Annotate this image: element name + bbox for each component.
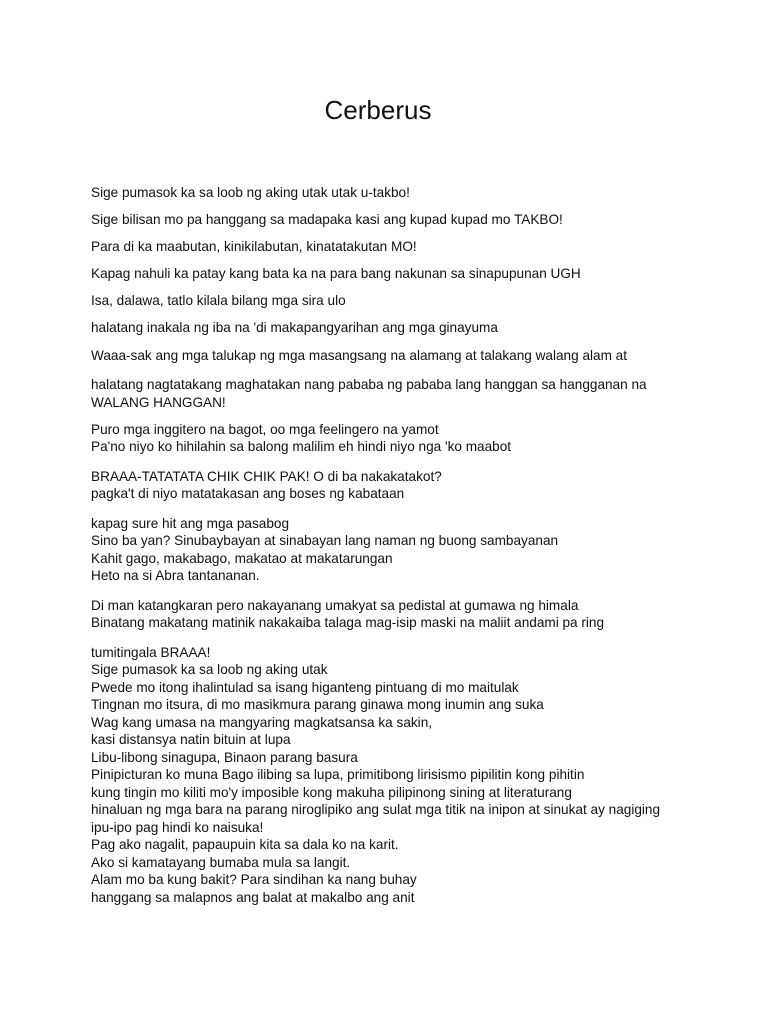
paragraph	[91, 468, 711, 503]
paragraph	[91, 597, 711, 632]
text-line: Para di ka maabutan, kinikilabutan, kinatatakutan MO!	[91, 239, 417, 255]
text-line: kung tingin mo kiliti mo'y imposible kong makuha pilipinong sining at literaturang	[91, 784, 572, 800]
text-line: halatang nagtatakang maghatakan nang pababa ng pababa lang hanggan sa hangganan na	[91, 377, 647, 393]
text-line: Libu-libong sinagupa, Binaon parang basura	[91, 749, 358, 765]
text-line: Wag kang umasa na mangyaring magkatsansa ka sakin,	[91, 714, 433, 730]
text-line: Puro mga inggitero na bagot, oo mga feelingero na yamot	[91, 421, 439, 437]
text-line: Sige pumasok ka sa loob ng aking utak utak u-takbo!	[91, 185, 410, 200]
paragraph	[91, 319, 711, 337]
text-line: Kapag nahuli ka patay kang bata ka na para bang nakunan sa sinapupunan UGH	[91, 266, 581, 282]
paragraph	[91, 211, 711, 229]
text-line: hinaluan ng mga bara na parang niroglipiko ang sulat mga titik na inipon at sinukat ay nagiging	[91, 802, 661, 818]
text-line: Pinipicturan ko muna Bago ilibing sa lupa, primitibong lirisismo pipilitin kong pihitin	[91, 767, 585, 783]
paragraph	[91, 515, 711, 585]
text-line: Kahit gago, makabago, makatao at makatarungan	[91, 550, 393, 566]
page-title: Cerberus	[324, 95, 432, 125]
text-line: Di man katangkaran pero nakayanang umakyat sa pedistal at gumawa ng himala	[91, 597, 579, 613]
text-line: Sige pumasok ka sa loob ng aking utak	[91, 662, 328, 678]
lyrics-body	[91, 184, 711, 916]
text-line: hanggang sa malapnos ang balat at makalbo ang anit	[91, 889, 415, 905]
text-line: kasi distansya natin bituin at lupa	[91, 732, 291, 748]
text-line: Heto na si Abra tantananan.	[91, 568, 260, 584]
text-line: Alam mo ba kung bakit? Para sindihan ka nang buhay	[91, 872, 417, 888]
paragraph	[91, 292, 711, 310]
paragraph	[91, 644, 711, 907]
text-line: Isa, dalawa, tatlo kilala bilang mga sira ulo	[91, 293, 346, 309]
paragraph	[91, 376, 711, 411]
text-line: Sige bilisan mo pa hanggang sa madapaka kasi ang kupad kupad mo TAKBO!	[91, 212, 563, 228]
text-line: pagka't di niyo matatakasan ang boses ng kabataan	[91, 486, 405, 502]
text-line: Pag ako nagalit, papaupuin kita sa dala ko na karit.	[91, 837, 399, 853]
text-line: WALANG HANGGAN!	[91, 394, 226, 410]
paragraph	[91, 184, 711, 202]
text-line: Ako si kamatayang bumaba mula sa langit.	[91, 854, 351, 870]
text-line: tumitingala BRAAA!	[91, 644, 211, 660]
text-line: Binatang makatang matinik nakakaiba talaga mag-isip maski na maliit andami pa ring	[91, 615, 605, 631]
paragraph	[91, 238, 711, 256]
paragraph	[91, 265, 711, 283]
text-line: Pa'no niyo ko hihilahin sa balong malilim eh hindi niyo nga 'ko maabot	[91, 439, 512, 455]
text-line: Pwede mo itong ihalintulad sa isang higanteng pintuang di mo maitulak	[91, 679, 519, 695]
text-line: Tingnan mo itsura, di mo masikmura parang ginawa mong inumin ang suka	[91, 697, 544, 713]
text-line: Waaa-sak ang mga talukap ng mga masangsang na alamang at talakang walang alam at	[91, 347, 628, 363]
text-line: Sino ba yan? Sinubaybayan at sinabayan lang naman ng buong sambayanan	[91, 533, 559, 549]
text-line: BRAAA-TATATATA CHIK CHIK PAK! O di ba nakakatakot?	[91, 468, 442, 484]
text-line: kapag sure hit ang mga pasabog	[91, 515, 290, 531]
text-line: halatang inakala ng iba na 'di makapangyarihan ang mga ginayuma	[91, 320, 498, 336]
text-line: ipu-ipo pag hindi ko naisuka!	[91, 819, 264, 835]
paragraph	[91, 347, 711, 365]
paragraph	[91, 421, 711, 456]
